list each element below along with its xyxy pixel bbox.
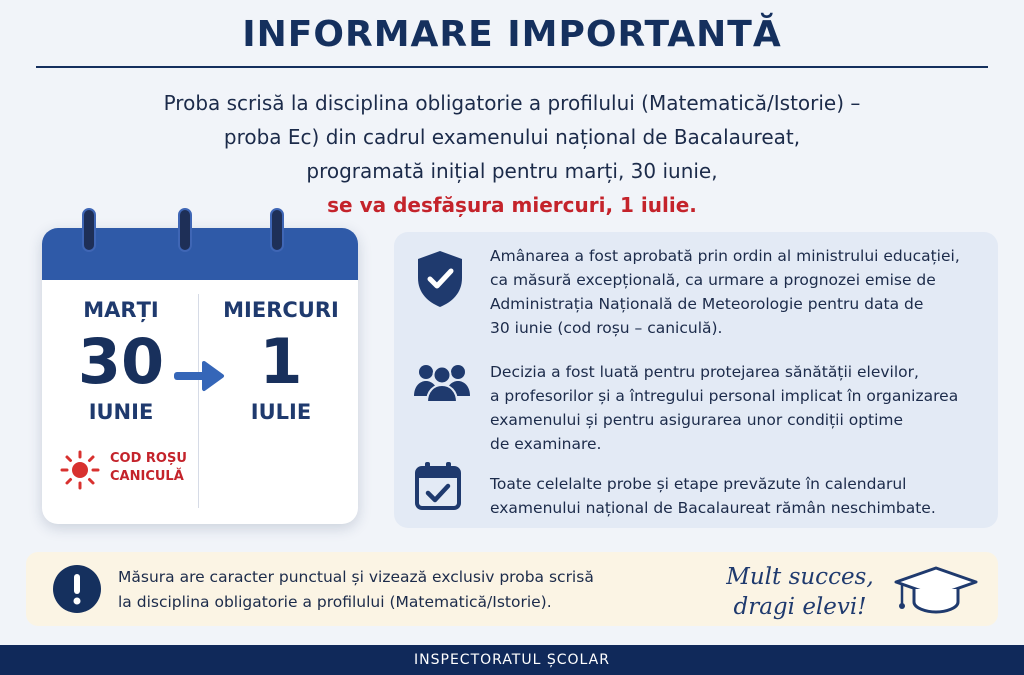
footer-bar: INSPECTORATUL ȘCOLAR [0, 645, 1024, 675]
intro-highlight: se va desfășura miercuri, 1 iulie. [327, 193, 697, 217]
calendar-ring [82, 208, 96, 252]
calendar-ring [178, 208, 192, 252]
heat-alert-line-1: COD ROȘU [110, 451, 187, 466]
farewell-line-1: Mult succes, [726, 564, 874, 590]
exclamation-icon [52, 564, 102, 614]
calendar-card [42, 228, 358, 524]
old-day-label: MARȚI [83, 298, 159, 322]
notice-bar [26, 552, 998, 626]
new-day-label: MIERCURI [223, 298, 339, 322]
intro-line-1: Proba scrisă la disciplina obligatorie a profilului (Matematică/Istorie) – [163, 91, 861, 115]
page-title: INFORMARE IMPORTANTĂ [242, 14, 782, 55]
shield-check-icon [412, 248, 468, 310]
info-line: Administrația Națională de Meteorologie pentru data de [490, 295, 924, 313]
info-line: examenului național de Bacalaureat rămân neschimbate. [490, 499, 936, 517]
info-line: Amânarea a fost aprobată prin ordin al ministrului educației, [490, 247, 960, 265]
heat-alert-text [110, 450, 187, 486]
new-month-label: IULIE [250, 400, 312, 424]
info-line: a profesorilor și a întregului personal implicat în organizarea [490, 387, 959, 405]
farewell-line-2: dragi elevi! [733, 594, 867, 620]
info-line: ca măsură excepțională, ca urmare a prognozei emise de [490, 271, 936, 289]
info-line: Toate celelalte probe și etape prevăzute în calendarul [490, 475, 907, 493]
sun-icon [60, 450, 100, 490]
heat-alert-line-2: CANICULĂ [110, 469, 184, 484]
farewell-message [712, 562, 888, 622]
heat-alert-badge [60, 446, 200, 490]
new-date-number: 1 [259, 325, 303, 398]
graduation-cap-icon [892, 564, 980, 616]
info-item-unchanged [490, 472, 980, 520]
calendar-ring [270, 208, 284, 252]
info-line: 30 iunie (cod roșu – caniculă). [490, 319, 723, 337]
old-date-number: 30 [77, 325, 165, 398]
notice-line-1: Măsura are caracter punctual și vizează exclusiv proba scrisă [118, 568, 594, 586]
title-divider [36, 66, 988, 68]
info-line: de examinare. [490, 435, 602, 453]
people-group-icon [412, 360, 472, 404]
info-panel [394, 232, 998, 528]
calendar-check-icon [412, 460, 464, 512]
info-line: examenului și pentru asigurarea unor condiții optime [490, 411, 904, 429]
info-item-approval [490, 244, 980, 340]
intro-text [60, 86, 964, 222]
notice-line-2: la disciplina obligatorie a profilului (Matematică/Istorie). [118, 593, 552, 611]
intro-line-3: programată inițial pentru marți, 30 iunie, [306, 159, 718, 183]
calendar-new-date [206, 298, 356, 424]
old-month-label: IUNIE [88, 400, 154, 424]
intro-line-2: proba Ec) din cadrul examenului național de Bacalaureat, [223, 125, 801, 149]
info-line: Decizia a fost luată pentru protejarea sănătății elevilor, [490, 363, 919, 381]
notice-text [118, 565, 594, 615]
info-item-decision [490, 360, 980, 456]
